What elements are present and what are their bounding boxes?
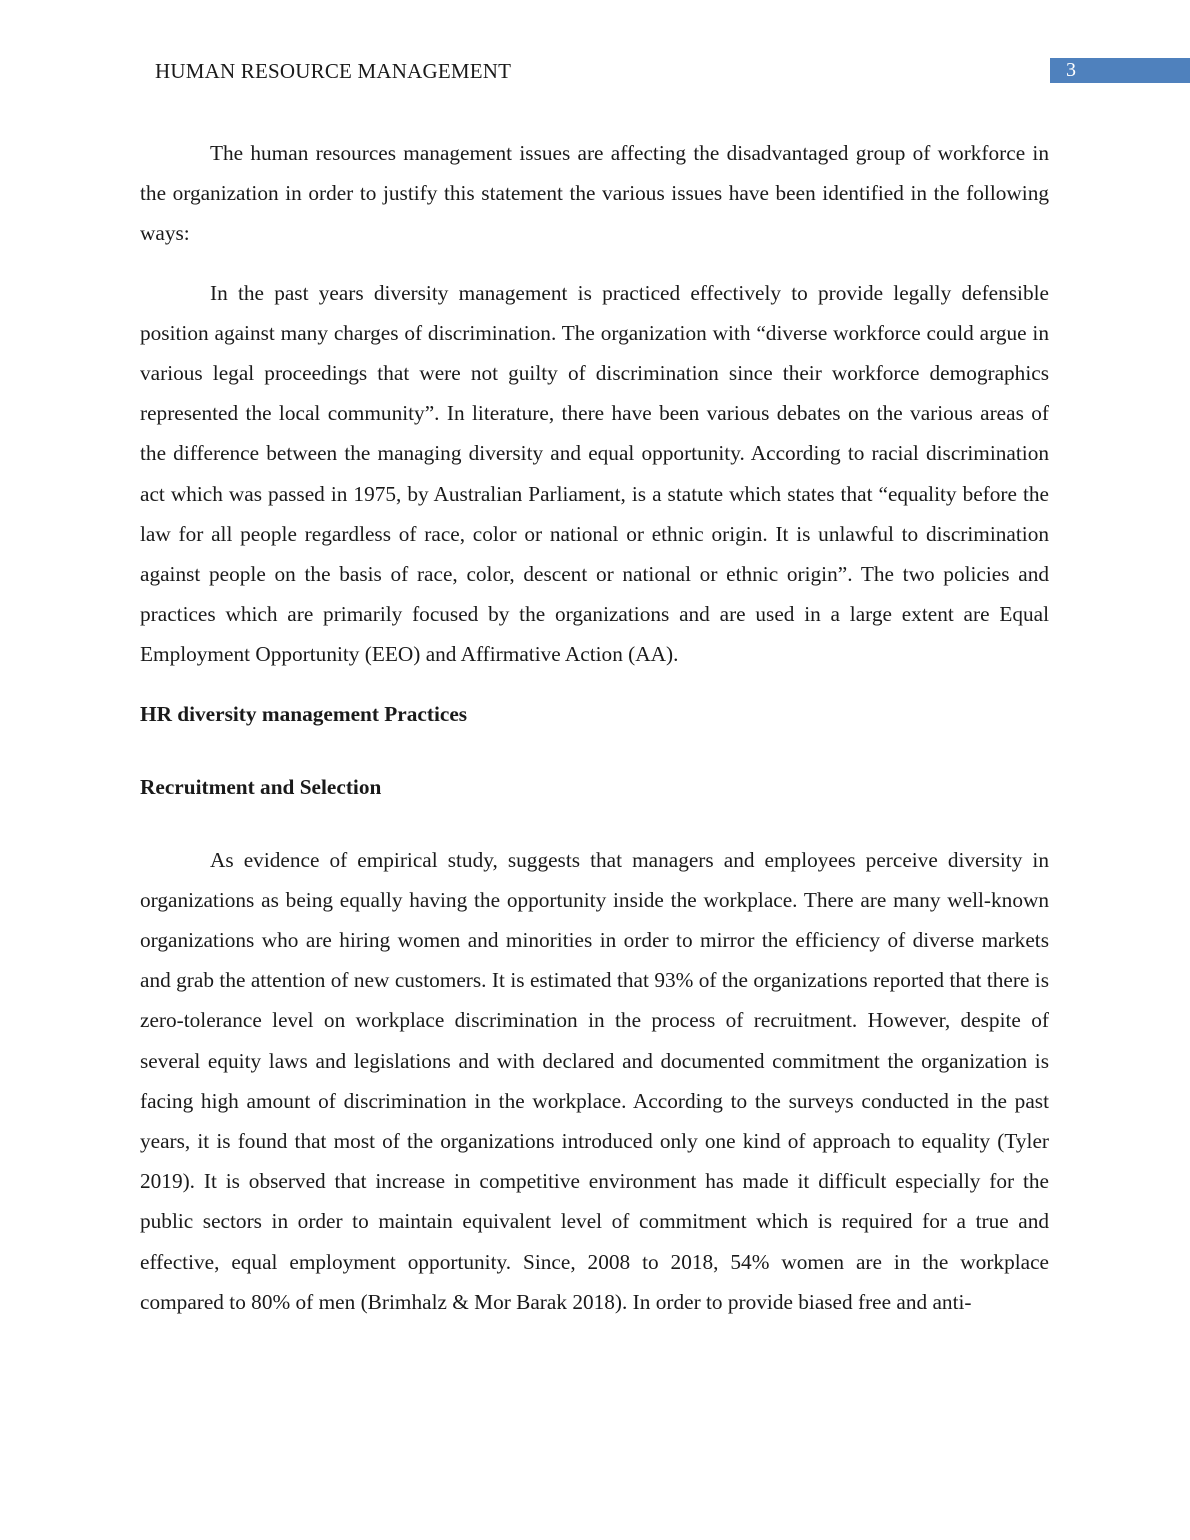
section-heading: HR diversity management Practices (140, 701, 468, 726)
body-paragraph: As evidence of empirical study, suggests that managers and employees perceive diversity in organizations as being equally having the opportunity inside the workplace. There are many well-known organizations who are hiring women and minorities in order to mirror the efficiency of diverse markets and grab the attention of new customers. It is estimated that 93% of the organizations reported that there is zero-tolerance level on workplace discrimination in the process of recruitment. However, despite of several equity laws and legislations and with declared and documented commitment the organization is facing high amount of discrimination in the workplace. According to the surveys conducted in the past years, it is found that most of the organizations introduced only one kind of approach to equality (Tyler 2019). It is observed that increase in competitive environment has made it difficult especially for the public sectors in order to maintain equivalent level of commitment which is required for a true and effective, equal employment opportunity. Since, 2008 to 2018, 54% women are in the workplace compared to 80% of men (Brimhalz & Mor Barak 2018). In order to provide biased free and anti- (140, 847, 1049, 1314)
page-number: 3 (1050, 58, 1190, 83)
body-paragraph: The human resources management issues are affecting the disadvantaged group of workforce in the organization in order to justify this statement the various issues have been identified in the following ways: (140, 141, 1049, 246)
subsection-heading: Recruitment and Selection (140, 774, 382, 799)
running-head: HUMAN RESOURCE MANAGEMENT (155, 59, 512, 83)
document-body (140, 133, 1049, 1322)
body-paragraph: In the past years diversity management is practiced effectively to provide legally defensible position against many charges of discrimination. The organization with “diverse workforce could argue in various legal proceedings that were not guilty of discrimination since their workforce demographics represented the local community”. In literature, there have been various debates on the various areas of the difference between the managing diversity and equal opportunity. According to racial discrimination act which was passed in 1975, by Australian Parliament, is a statute which states that “equality before the law for all people regardless of race, color or national or ethnic origin. It is unlawful to discrimination against people on the basis of race, color, descent or national or ethnic origin”. The two policies and practices which are primarily focused by the organizations and are used in a large extent are Equal Employment Opportunity (EEO) and Affirmative Action (AA). (140, 280, 1049, 667)
